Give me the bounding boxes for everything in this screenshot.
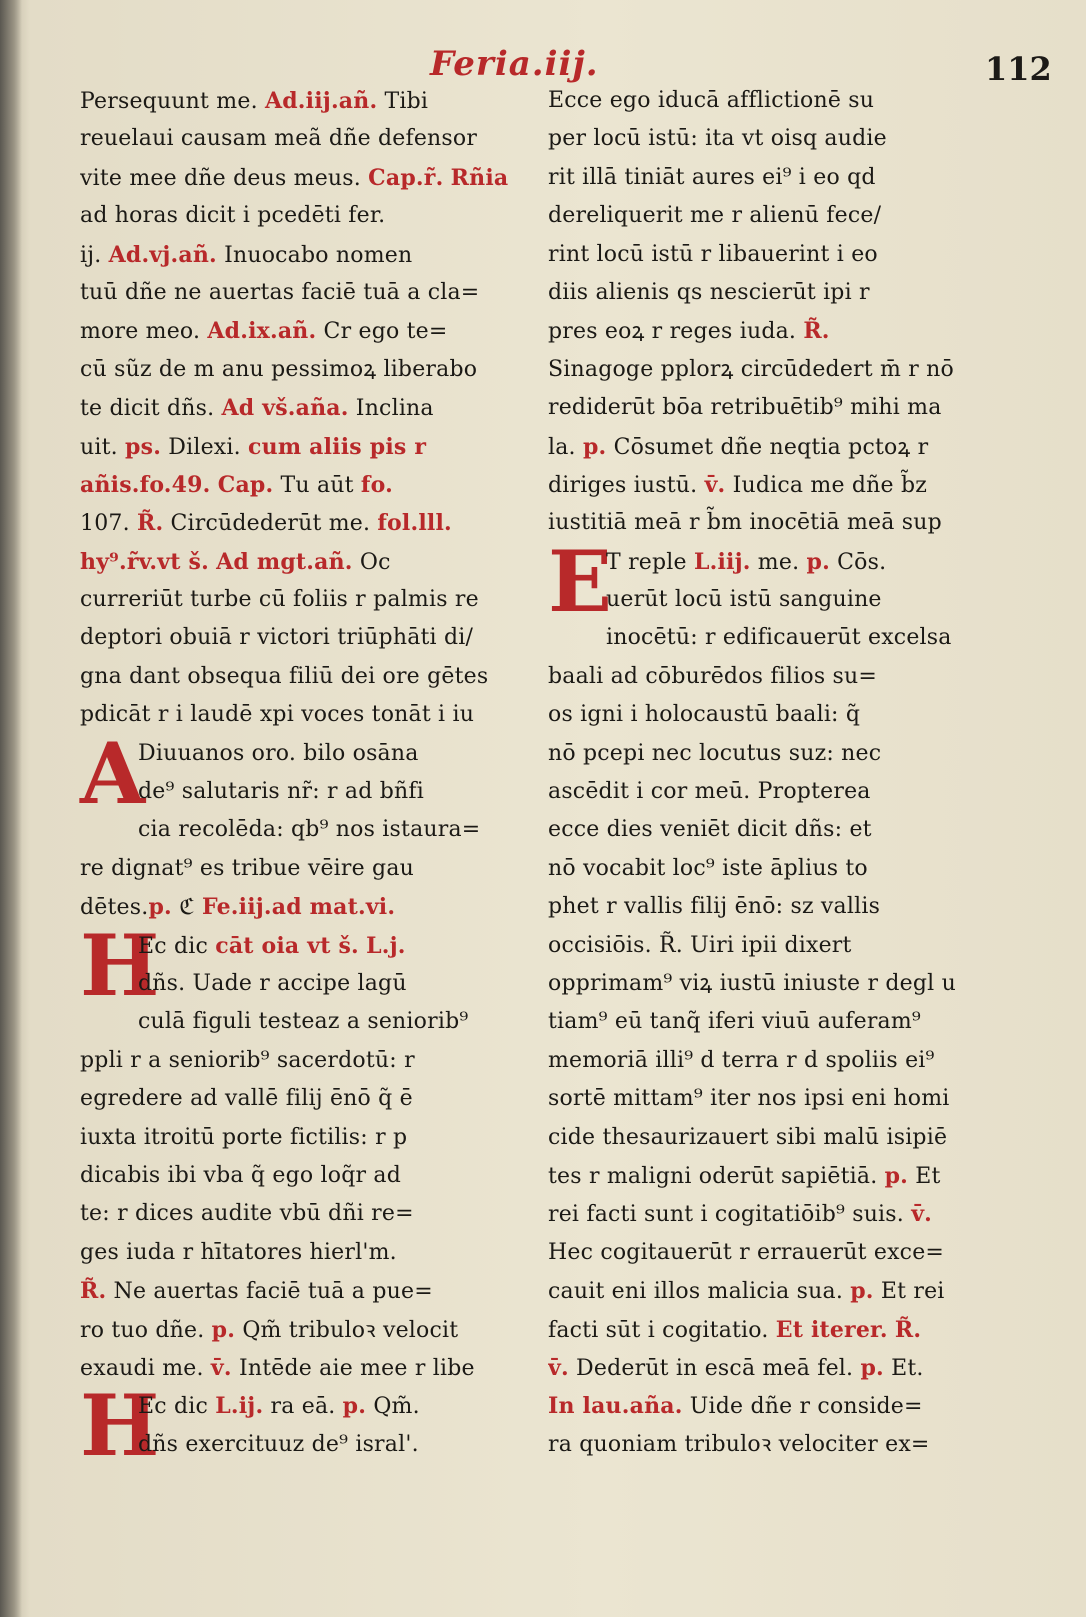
line-text: cia recolēda: qb⁹ nos istaura= — [138, 817, 481, 843]
folio-number: 112 — [985, 50, 1052, 88]
left-column-line — [80, 236, 530, 274]
line-text: ij. Ad.vj.añ. Inuocabo nomen — [80, 241, 413, 268]
left-column-line — [138, 965, 530, 1003]
line-text: dñs exercituuz de⁹ isral'. — [138, 1431, 419, 1457]
line-text: ges iuda r hītatores hierl'm. — [80, 1239, 397, 1265]
line-text: ra quoniam tribuloꝛ velociter ex= — [548, 1431, 930, 1457]
left-column-line — [80, 888, 530, 926]
line-text: Ec dic cāt oia vt š. L.j. — [138, 932, 406, 959]
left-column-line — [80, 1080, 530, 1118]
left-column-line — [80, 428, 530, 466]
line-text: inocētū: r edificauerūt excelsa — [606, 625, 952, 651]
left-column-line — [80, 466, 530, 504]
right-column-line — [548, 965, 998, 1003]
left-column-line — [80, 658, 530, 696]
left-column-line — [80, 1195, 530, 1233]
left-column-line — [138, 1426, 530, 1464]
line-text: dicabis ibi vba q̃ ego loq̃r ad — [80, 1162, 402, 1188]
right-column-line — [548, 1195, 998, 1233]
line-text: uit. ps. Dilexi. cum aliis pis r — [80, 433, 427, 460]
left-column-line — [80, 1157, 530, 1195]
drop-initial: A — [80, 723, 146, 823]
line-text: ad horas dicit i pcedēti fer. — [80, 203, 386, 229]
line-text: reuelaui causam meã dñe defensor — [80, 126, 478, 152]
line-text: la. p. Cōsumet dñe neqtia pctoꝝ r — [548, 433, 929, 460]
left-column-line — [80, 197, 530, 235]
line-text: R̃. Ne auertas faciē tuā a pue= — [80, 1278, 433, 1305]
line-text: te: r dices audite vbū dñi re= — [80, 1201, 414, 1227]
line-text: more meo. Ad.ix.añ. Cr ego te= — [80, 318, 448, 345]
line-text: tuū dñe ne auertas faciē tuā a cla= — [80, 279, 480, 305]
left-column-line — [80, 1311, 530, 1349]
right-column-line — [606, 619, 998, 657]
line-text: gna dant obsequa filiū dei ore gētes — [80, 663, 489, 689]
right-column-line — [548, 159, 998, 197]
line-text: iuxta itroitū porte fictilis: r p — [80, 1124, 408, 1150]
line-text: vite mee dñe deus meus. Cap.r̃. Rñia — [80, 164, 509, 191]
line-text: T reple L.iij. me. p. Cōs. — [606, 548, 887, 575]
line-text: te dicit dñs. Ad vš.aña. Inclina — [80, 395, 434, 422]
page-gutter-shadow — [0, 0, 22, 1617]
line-text: pres eoꝝ r reges iuda. R̃. — [548, 318, 830, 345]
right-column-line — [548, 850, 998, 888]
line-text: añis.fo.49. Cap. Tu aūt fo. — [80, 471, 393, 498]
left-column-line — [80, 159, 530, 197]
line-text: ascēdit i cor meū. Propterea — [548, 779, 871, 805]
right-column-line — [548, 1426, 998, 1464]
running-header: Feria.iij. — [430, 44, 599, 84]
right-column-line — [606, 581, 998, 619]
right-column-line — [548, 1387, 998, 1425]
line-text: diriges iustū. v̄. Iudica me dñe b̃z — [548, 471, 928, 498]
line-text: per locū istū: ita vt oisq audie — [548, 126, 887, 152]
line-text: rediderūt bōa retribuētib⁹ mihi ma — [548, 395, 942, 421]
right-column-line — [548, 1311, 998, 1349]
show-through-ghost — [200, 30, 216, 65]
right-column-line — [548, 1042, 998, 1080]
line-text: phet r vallis filij ēnō: sz vallis — [548, 894, 881, 920]
line-text: v̄. Dederūt in escā meā fel. p. Et. — [548, 1354, 924, 1381]
left-column-line — [80, 274, 530, 312]
left-column-line — [80, 1349, 530, 1387]
right-column-line — [548, 1234, 998, 1272]
line-text: re dignat⁹ es tribue vēire gau — [80, 855, 415, 881]
right-column-line — [548, 735, 998, 773]
line-text: ppli r a seniorib⁹ sacerdotū: r — [80, 1047, 415, 1073]
line-text: Ec dic L.ij. ra eā. p. Qm̃. — [138, 1393, 420, 1420]
line-text: Diuuanos oro. bilo osāna — [138, 740, 419, 766]
line-text: Persequunt me. Ad.iij.añ. Tibi — [80, 88, 429, 114]
right-column-line — [548, 1272, 998, 1310]
line-text: hy⁹.r̃v.vt š. Ad mgt.añ. Oc — [80, 548, 391, 575]
line-text: cauit eni illos malicia sua. p. Et rei — [548, 1278, 945, 1305]
right-column-line — [548, 927, 998, 965]
line-text: culā figuli testeaz a seniorib⁹ — [138, 1009, 469, 1035]
line-text: iustitiā meā r b̃m inocētiā meā sup — [548, 510, 942, 536]
line-text: occisiōis. R̃. Uiri ipii dixert — [548, 932, 852, 958]
right-column-line — [548, 658, 998, 696]
drop-initial: E — [548, 531, 613, 631]
right-column-line — [548, 197, 998, 235]
line-text: rit illā tiniāt aures ei⁹ i eo qd — [548, 164, 876, 190]
left-column-line — [80, 1119, 530, 1157]
right-column-line — [548, 696, 998, 734]
drop-initial: H — [80, 915, 160, 1015]
line-text: exaudi me. v̄. Intēde aie mee r libe — [80, 1354, 475, 1381]
line-text: opprimam⁹ viꝝ iustū iniuste r degl u — [548, 970, 956, 996]
line-text: egredere ad vallē filij ēnō q̃ ē — [80, 1086, 413, 1112]
right-column-line — [548, 82, 998, 120]
line-text: In lau.aña. Uide dñe r conside= — [548, 1393, 923, 1420]
right-column-line — [548, 120, 998, 158]
line-text: cide thesaurizauert sibi malū isipiē — [548, 1124, 948, 1150]
left-column-line — [80, 1234, 530, 1272]
line-text: 107. R̃. Circūdederūt me. fol.lll. — [80, 510, 452, 537]
left-column-line — [80, 696, 530, 734]
line-text: dētes.p. ℭ Fe.iij.ad mat.vi. — [80, 894, 396, 921]
left-column-line — [80, 120, 530, 158]
left-column-line — [80, 1042, 530, 1080]
left-column-line — [80, 504, 530, 542]
line-text: cū sũz de m anu pessimoꝝ liberabo — [80, 356, 478, 382]
right-column-line — [548, 1119, 998, 1157]
line-text: nō vocabit loc⁹ iste āplius to — [548, 855, 868, 881]
left-column-line — [80, 850, 530, 888]
line-text: rint locū istū r libauerint i eo — [548, 241, 878, 267]
line-text: Sinagoge pplorꝝ circūdedert m̄ r nō — [548, 356, 954, 382]
line-text: os igni i holocaustū baali: q̃ — [548, 702, 861, 728]
line-text: tiam⁹ eū tanq̃ iferi viuū auferam⁹ — [548, 1009, 921, 1035]
right-column-line — [548, 428, 998, 466]
line-text: facti sūt i cogitatio. Et iterer. R̃. — [548, 1316, 922, 1343]
right-column-line — [548, 773, 998, 811]
line-text: curreriūt turbe cū foliis r palmis re — [80, 587, 479, 613]
right-column-line — [548, 312, 998, 350]
line-text: nō pcepi nec locutus suz: nec — [548, 740, 882, 766]
line-text: memoriā illi⁹ d terra r d spoliis ei⁹ — [548, 1047, 935, 1073]
right-column-line — [548, 1080, 998, 1118]
line-text: ecce dies veniēt dicit dñs: et — [548, 817, 872, 843]
right-column-line — [548, 1157, 998, 1195]
line-text: baali ad cōburēdos filios su= — [548, 663, 878, 689]
left-text-column — [80, 82, 530, 1476]
line-text: deptori obuiā r victori triūphāti di/ — [80, 625, 474, 651]
drop-initial: H — [80, 1376, 160, 1476]
left-column-line — [80, 389, 530, 427]
left-column-line — [138, 773, 530, 811]
line-text: uerūt locū istū sanguine — [606, 587, 882, 613]
left-column-line — [80, 312, 530, 350]
line-text: dñs. Uade r accipe lagū — [138, 970, 407, 996]
left-column-line — [80, 1272, 530, 1310]
left-column-line — [80, 581, 530, 619]
left-column-line — [80, 351, 530, 389]
left-column-line — [80, 543, 530, 581]
line-text: ro tuo dñe. p. Qm̃ tribuloꝛ velocit — [80, 1316, 459, 1343]
right-column-line — [548, 236, 998, 274]
line-text: tes r maligni oderūt sapiētiā. p. Et — [548, 1162, 941, 1189]
right-column-line — [548, 1003, 998, 1041]
left-column-line — [138, 811, 530, 849]
right-column-line — [548, 351, 998, 389]
right-column-line — [548, 466, 998, 504]
left-column-line — [80, 619, 530, 657]
line-text: de⁹ salutaris nr̃: r ad bñfi — [138, 779, 424, 805]
right-column-line — [548, 274, 998, 312]
line-text: Ecce ego iducā afflictionē su — [548, 88, 875, 113]
line-text: pdicāt r i laudē xpi voces tonāt i iu — [80, 702, 475, 728]
line-text: Hec cogitauerūt r errauerūt exce= — [548, 1239, 945, 1265]
line-text: dereliquerit me r alienū fece/ — [548, 203, 882, 229]
right-text-column — [548, 82, 998, 1464]
right-column-line — [548, 504, 998, 542]
line-text: diis alienis qs nescierūt ipi r — [548, 279, 870, 305]
left-column-line — [138, 1003, 530, 1041]
right-column-line — [548, 1349, 998, 1387]
line-text: sortē mittam⁹ iter nos ipsi eni homi — [548, 1086, 950, 1112]
right-column-line — [548, 389, 998, 427]
right-column-line — [548, 811, 998, 849]
line-text: rei facti sunt i cogitatiōib⁹ suis. v̄. — [548, 1201, 933, 1228]
left-column-line — [80, 82, 530, 120]
right-column-line — [548, 888, 998, 926]
